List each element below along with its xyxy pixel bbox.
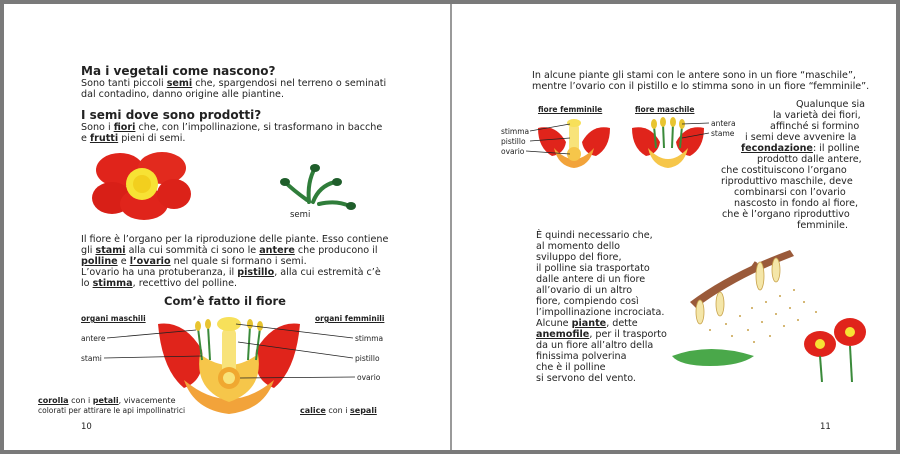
semi-label: semi [290,210,311,220]
label-ovario: ovario [357,373,381,382]
paragraph-line: riproduttivo maschile, deve [721,176,853,187]
paragraph-line: che è l’organo riproduttivo [722,209,850,220]
paragraph-line: e frutti pieni di semi. [81,133,186,144]
paragraph-line: nascosto in fondo al fiore, [734,198,859,209]
left-page [4,4,450,450]
diagram-leader-lines [4,4,450,450]
paragraph-line: da un fiore all’altro della [536,340,654,351]
paragraph-line: mentre l’ovario con il pistillo e lo stimma sono in un fiore “femminile”. [532,81,870,92]
paragraph-line: il polline sia trasportato [536,263,650,274]
book-spread [4,4,896,450]
page-number: 10 [81,422,92,432]
page-number: 11 [820,422,831,432]
paragraph-line: anemofile, per il trasporto [536,329,667,340]
paragraph-line: dalle antere di un fiore [536,274,646,285]
label-antera: antera [711,119,736,128]
paragraph-line: l’impollinazione incrociata. [536,307,665,318]
paragraph-line: che è il polline [536,362,606,373]
paragraph-line: al momento dello [536,241,621,252]
paragraph-line: all’ovario di un altro [536,285,633,296]
paragraph-line: L’ovario ha una protuberanza, il pistillo, alla cui estremità c’è [81,267,381,278]
label-stimma: stimma [501,127,530,136]
label-antere: antere [81,334,106,343]
heading-flower-anatomy: Com’è fatto il fiore [164,294,286,308]
label-calice: calice con i sepali [300,406,377,415]
label-organi-femminili: organi femminili [315,314,385,323]
heading-where-seeds: I semi dove sono prodotti? [81,108,262,122]
paragraph-line: che costituiscono l’organo [721,165,847,176]
label-fiore-maschile: fiore maschile [635,105,695,114]
label-stimma: stimma [355,334,384,343]
paragraph-line: si servono del vento. [536,373,636,384]
label-stame: stame [711,129,735,138]
paragraph-line: Sono i fiori che, con l’impollinazione, si trasformano in bacche [81,122,383,133]
label-organi-maschili: organi maschili [81,314,146,323]
paragraph-line: fecondazione: il polline [741,143,860,154]
label-corolla-desc: colorati per attirare le api impollinatrici [38,406,186,415]
label-stami: stami [81,354,102,363]
label-corolla: corolla con i petali, vivacemente [38,396,176,405]
paragraph-line: gli stami alla cui sommità ci sono le antere che producono il [81,245,378,256]
paragraph-line: fiore, compiendo così [536,296,639,307]
label-pistillo: pistillo [501,137,526,146]
paragraph-line: polline e l’ovario nel quale si formano i semi. [81,256,307,267]
paragraph-line: Qualunque sia [796,99,866,110]
paragraph-line: È quindi necessario che, [536,230,653,241]
heading-how-born: Ma i vegetali come nascono? [81,64,276,78]
paragraph-line: femminile. [797,220,848,231]
paragraph-line: affinché si formino [770,121,860,132]
paragraph-line: Il fiore è l’organo per la riproduzione delle piante. Esso contiene [81,234,389,245]
paragraph-line: combinarsi con l’ovario [734,187,846,198]
paragraph-line: Alcune piante, dette [536,318,638,329]
paragraph-line: sviluppo del fiore, [536,252,622,263]
wind-pollination-illustration [670,232,870,382]
paragraph-line: Sono tanti piccoli semi che, spargendosi nel terreno o seminati [81,78,387,89]
label-ovario: ovario [501,147,525,156]
paragraph-line: la varietà dei fiori, [773,110,861,121]
paragraph-line: lo stimma, recettivo del polline. [81,278,238,289]
paragraph-line: In alcune piante gli stami con le antere sono in un fiore “maschile”, [532,70,856,81]
right-page [452,4,896,450]
paragraph-line: finissima polverina [536,351,627,362]
label-fiore-femminile: fiore femminile [538,105,603,114]
paragraph-line: dal contadino, danno origine alle piantine. [81,89,285,100]
label-pistillo: pistillo [355,354,380,363]
paragraph-line: prodotto dalle antere, [757,154,862,165]
paragraph-line: i semi deve avvenire la [745,132,857,143]
